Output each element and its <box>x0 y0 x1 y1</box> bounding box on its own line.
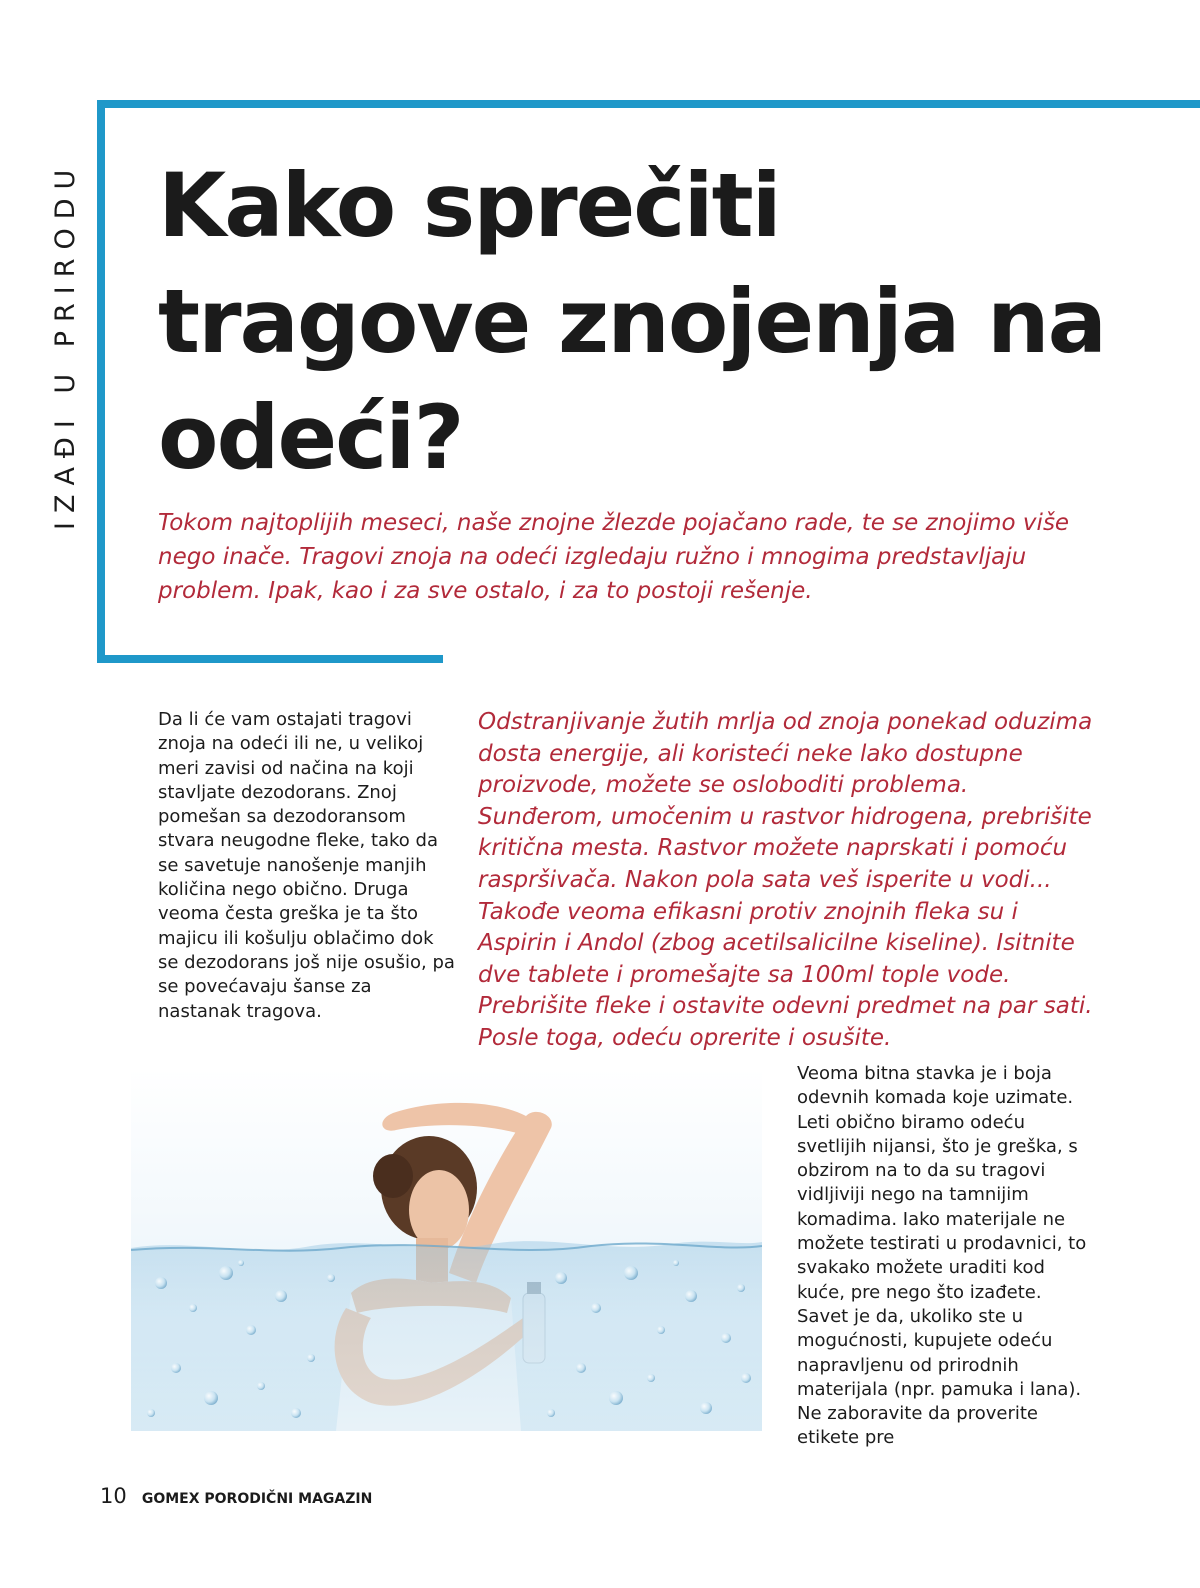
article-lead: Tokom najtoplijih meseci, naše znojne žlezde pojačano rade, te se znojimo više nego inače. Tragovi znoja na odeći izgledaju ružno i mnogima predstavljaju problem. Ipak, kao i za sve ostalo, i za to postoji rešenje. <box>158 510 1070 604</box>
page-number: 10 <box>100 1484 127 1508</box>
frame-left-border <box>97 100 105 663</box>
pull-quote: Odstranjivanje žutih mrlja od znoja ponekad oduzima dosta energije, ali koristeći neke lako dostupne proizvode, možete se osloboditi problema. Sunđerom, umočenim u rastvor hidrogena, prebrišite kritična mesta. Rastvor možete naprskati i pomoću raspršivača. Nakon pola sata veš isperite u vodi... Takođe veoma efikasni protiv znojnih fleka su i Aspirin i Andol (zbog acetilsalicilne kiseline). Isitnite dve tablete i promešajte sa 100ml tople vode. Prebrišite fleke i ostavite odevni predmet na par sati. Posle toga, odeću oprerite i osušite. <box>478 709 1093 1051</box>
left-column-text: Da li će vam ostajati tragovi znoja na odeći ili ne, u velikoj meri zavisi od načina na koji stavljate dezodorans. Znoj pomešan sa dezodoransom stvara neugodne fleke, tako da se savetuje nanošenje manjih količina nego obično. Druga veoma česta greška je ta što majicu ili košulju oblačimo dok se dezodorans još nije osušio, pa se povećavaju šanse za nastanak tragova. <box>158 709 455 1022</box>
page-footer <box>100 1484 372 1508</box>
article-title: Kako sprečiti tragove znojenja na odeći? <box>158 154 1106 489</box>
frame-top-border <box>97 100 1200 108</box>
magazine-name: GOMEX PORODIČNI MAGAZIN <box>141 1491 373 1507</box>
section-label: IZAĐI U PRIRODU <box>50 160 81 530</box>
woman-applying-deodorant-photo <box>131 1068 762 1431</box>
frame-bottom-border <box>97 655 443 663</box>
right-column-text: Veoma bitna stavka je i boja odevnih komada koje uzimate. Leti obično biramo odeću svetlijih nijansi, što je greška, s obzirom na to da su tragovi vidljiviji nego na tamnijim komadima. Iako materijale ne možete testirati u prodavnici, to svakako možete uraditi kod kuće, pre nego što izađete. Savet je da, ukoliko ste u mogućnosti, kupujete odeću napravljenu od prirodnih materijala (npr. pamuka i lana). Ne zaboravite da proverite etikete pre <box>797 1063 1087 1449</box>
